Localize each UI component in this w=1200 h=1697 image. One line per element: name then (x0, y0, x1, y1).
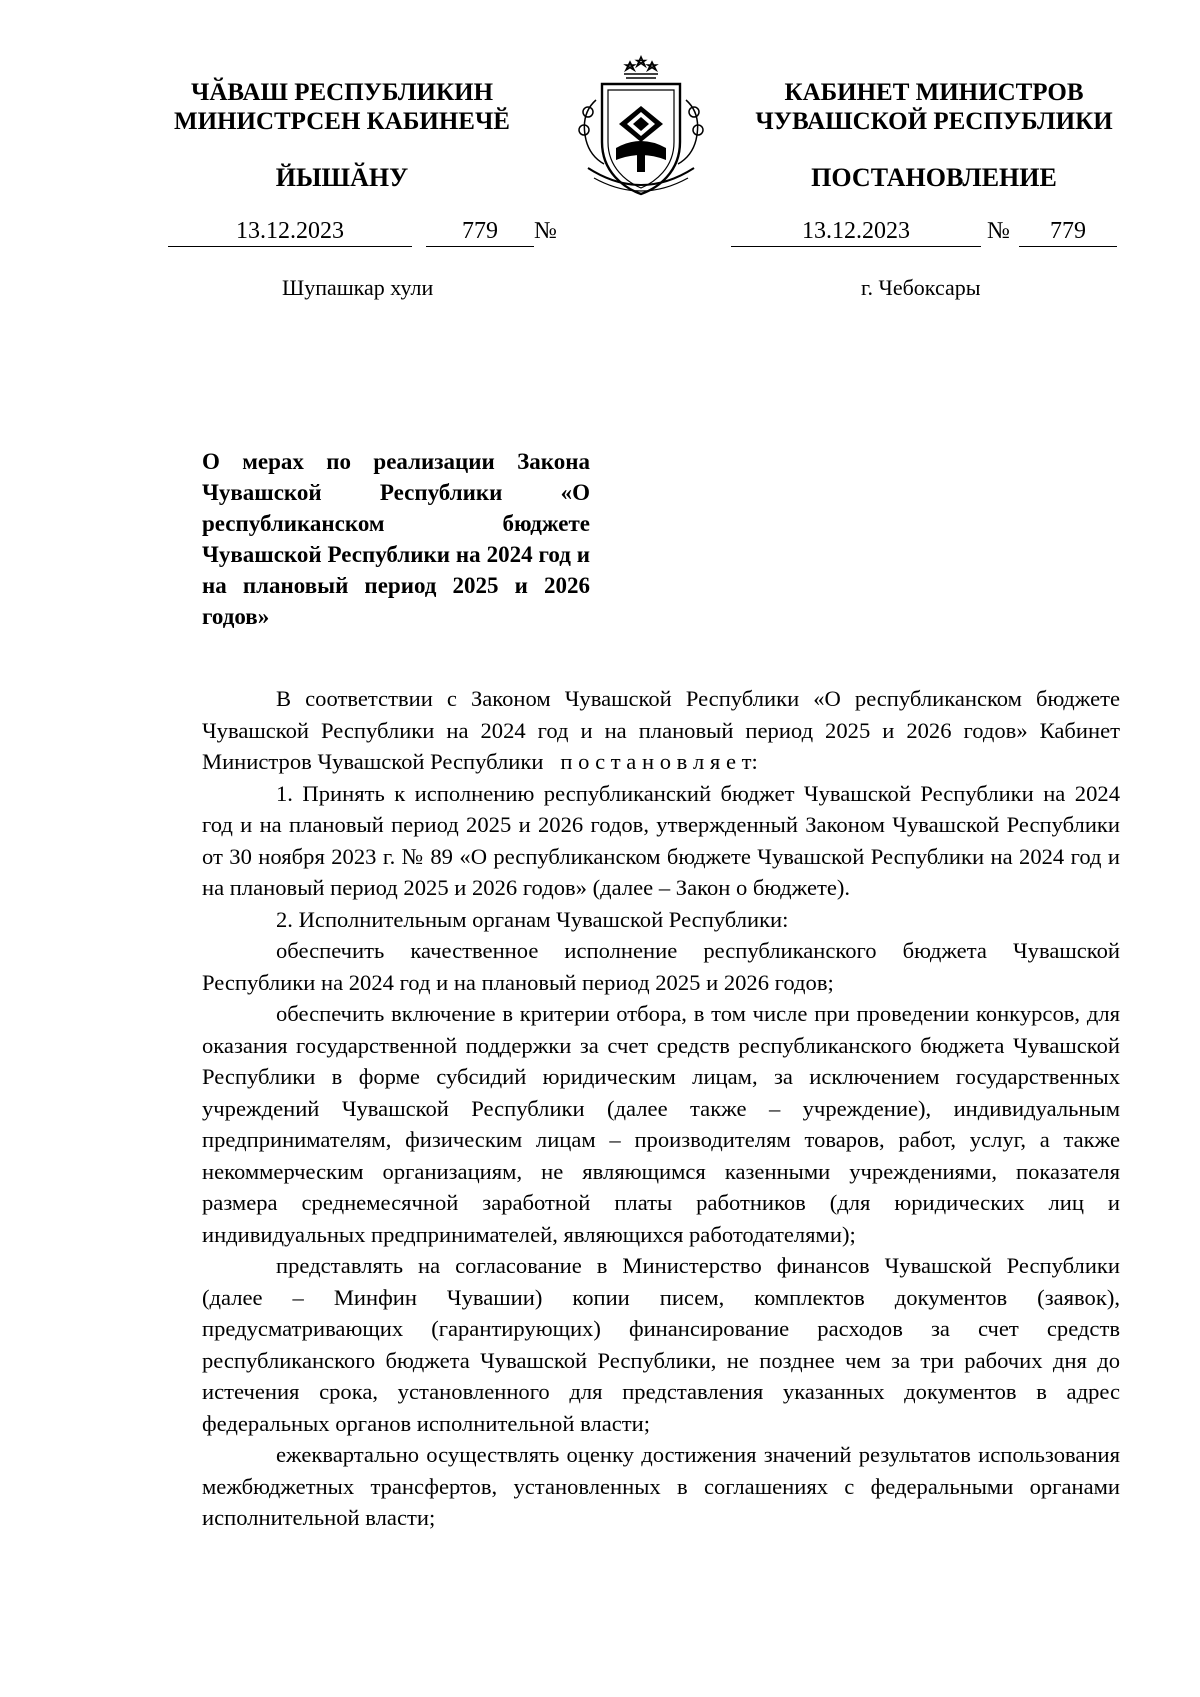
decides-word: п о с т а н о в л я е т: (560, 749, 758, 774)
body-paragraph: обеспечить качественное исполнение республиканского бюджета Чувашской Республики на 2024 год и на плановый период 2025 и 2026 годов; (202, 938, 1120, 995)
right-date: 13.12.2023 (731, 218, 981, 247)
right-number-sign: № (987, 218, 1010, 244)
left-org-line1: ЧӐВАШ РЕСПУБЛИКИН (190, 79, 494, 106)
right-org-line2: ЧУВАШСКОЙ РЕСПУБЛИКИ (755, 108, 1113, 135)
left-date: 13.12.2023 (168, 218, 412, 247)
coat-of-arms-icon (566, 50, 716, 204)
right-org-line1: КАБИНЕТ МИНИСТРОВ (784, 79, 1084, 106)
right-number: 779 (1019, 218, 1117, 247)
body-paragraph: 1. Принять к исполнению республиканский бюджет Чувашской Республики на 2024 год и на плановый период 2025 и 2026 годов, утвержденный Законом Чувашской Республики от 30 ноября 2023 г. № 89 «О республиканском бюджете Чувашской Республики на 2024 год и на плановый период 2025 и 2026 годов» (далее – Закон о бюджете). (202, 780, 1120, 900)
left-doc-type: ЙЫШӐНУ (275, 163, 409, 192)
left-registration-line (168, 218, 568, 248)
left-org-line2: МИНИСТРСЕН КАБИНЕЧӖ (174, 108, 510, 135)
document-body (202, 683, 1120, 1534)
left-organization-header (92, 78, 592, 136)
body-paragraph: ежеквартально осуществлять оценку достижения значений результатов использования межбюджетных трансфертов, установленных в соглашениях с федеральными органами исполнительной власти; (202, 1442, 1120, 1530)
body-paragraph: обеспечить включение в критерии отбора, в том числе при проведении конкурсов, для оказания государственной поддержки за счет средств республиканского бюджета Чувашской Республики в форме субсидий юридическим лицам, за исключением государственных учреждений Чувашской Республики (далее также – учреждение), индивидуальным предпринимателям, физическим лицам – производителям товаров, работ, услуг, а также некоммерческим организациям, не являющимся казенными учреждениями, показателя размера среднемесячной заработной платы работников (для юридических лиц и индивидуальных предпринимателей, являющихся работодателями); (202, 1001, 1120, 1247)
left-number: 779 (426, 218, 534, 247)
intro-paragraph (202, 683, 1120, 778)
place-right: г. Чебоксары (861, 275, 981, 300)
left-number-sign: № (534, 218, 557, 244)
place-left: Шупашкар хули (282, 275, 434, 300)
intro-text: В соответствии с Законом Чувашской Республики «О республиканском бюджете Чувашской Республики на 2024 год и на плановый период 2025 и 2026 годов» Кабинет Министров Чувашской Республики (202, 686, 1120, 774)
right-registration-line (731, 218, 1131, 248)
body-paragraph: 2. Исполнительным органам Чувашской Республики: (276, 906, 789, 932)
body-paragraph: представлять на согласование в Министерство финансов Чувашской Республики (далее – Минфин Чувашии) копии писем, комплектов документов (заявок), предусматривающих (гарантирующих) финансирование расходов за счет средств республиканского бюджета Чувашской Республики, не позднее чем за три рабочих дня до истечения срока, установленного для представления указанных документов в адрес федеральных органов исполнительной власти; (202, 1253, 1120, 1436)
document-subject: О мерах по реализации Закона Чувашской Республики «О республиканском бюджете Чувашской Республики на 2024 год и на плановый период 2025 и 2026 годов» (202, 449, 590, 629)
right-organization-header (684, 78, 1184, 136)
right-doc-type: ПОСТАНОВЛЕНИЕ (811, 163, 1057, 192)
